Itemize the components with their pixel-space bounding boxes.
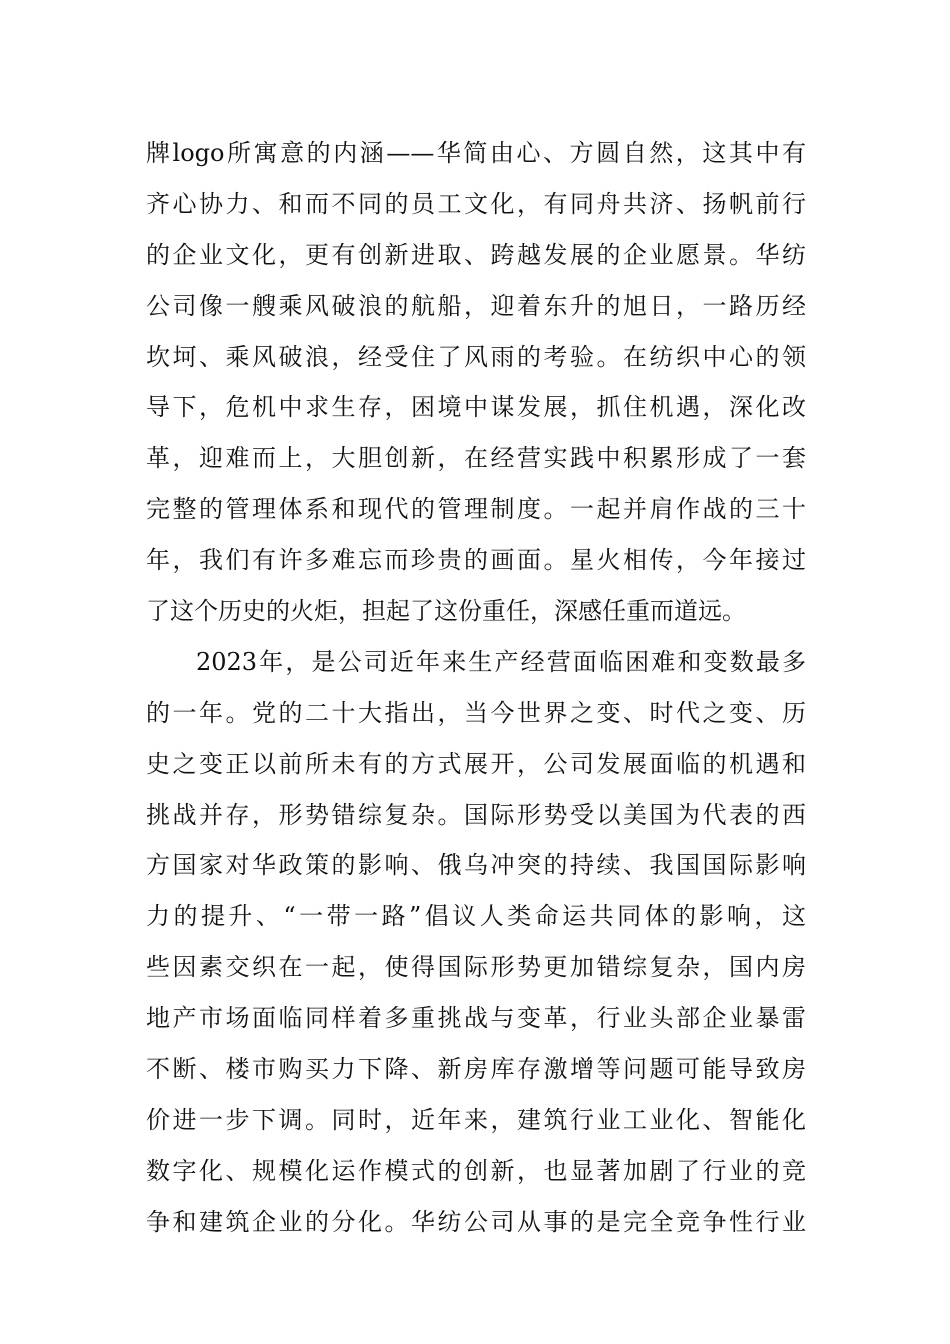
text-line: 公司像一艘乘风破浪的航船，迎着东升的旭日，一路历经 — [146, 291, 806, 320]
text-line: 不断、楼市购买力下降、新房库存激增等问题可能导致房 — [146, 1055, 806, 1084]
text-line: 革，迎难而上，大胆创新，在经营实践中积累形成了一套 — [146, 444, 806, 473]
text-line: 数字化、规模化运作模式的创新，也显著加剧了行业的竞 — [146, 1156, 806, 1185]
paragraph-2 — [146, 637, 806, 1248]
text-line: 的一年。党的二十大指出，当今世界之变、时代之变、历 — [146, 698, 806, 727]
paragraph-1 — [146, 128, 806, 637]
text-line: 争和建筑企业的分化。华纺公司从事的是完全竞争性行业 — [146, 1207, 806, 1236]
text-line: 方国家对华政策的影响、俄乌冲突的持续、我国国际影响 — [146, 851, 806, 880]
text-line: 价进一步下调。同时，近年来，建筑行业工业化、智能化 — [146, 1105, 806, 1134]
text-line: 些因素交织在一起，使得国际形势更加错综复杂，国内房 — [146, 953, 806, 982]
body-text — [146, 128, 806, 1248]
text-line: 了这个历史的火炬，担起了这份重任，深感任重而道远。 — [146, 597, 746, 626]
text-line: 齐心协力、和而不同的员工文化，有同舟共济、扬帆前行 — [146, 189, 806, 218]
text-line: 年，我们有许多难忘而珍贵的画面。星火相传，今年接过 — [146, 546, 806, 575]
text-line: 挑战并存，形势错综复杂。国际形势受以美国为代表的西 — [146, 800, 806, 829]
text-line: 牌logo所寓意的内涵——华简由心、方圆自然，这其中有 — [146, 139, 806, 167]
text-line: 完整的管理体系和现代的管理制度。一起并肩作战的三十 — [146, 495, 806, 524]
text-line: 的企业文化，更有创新进取、跨越发展的企业愿景。华纺 — [146, 240, 806, 269]
text-line: 力的提升、“一带一路”倡议人类命运共同体的影响，这 — [146, 902, 806, 931]
text-line: 坎坷、乘风破浪，经受住了风雨的考验。在纺织中心的领 — [146, 342, 806, 371]
text-line: 地产市场面临同样着多重挑战与变革，行业头部企业暴雷 — [146, 1004, 806, 1033]
text-line: 史之变正以前所未有的方式展开，公司发展面临的机遇和 — [146, 749, 806, 778]
text-line: 2023年，是公司近年来生产经营面临困难和变数最多 — [196, 647, 806, 676]
text-line: 导下，危机中求生存，困境中谋发展，抓住机遇，深化改 — [146, 393, 806, 422]
